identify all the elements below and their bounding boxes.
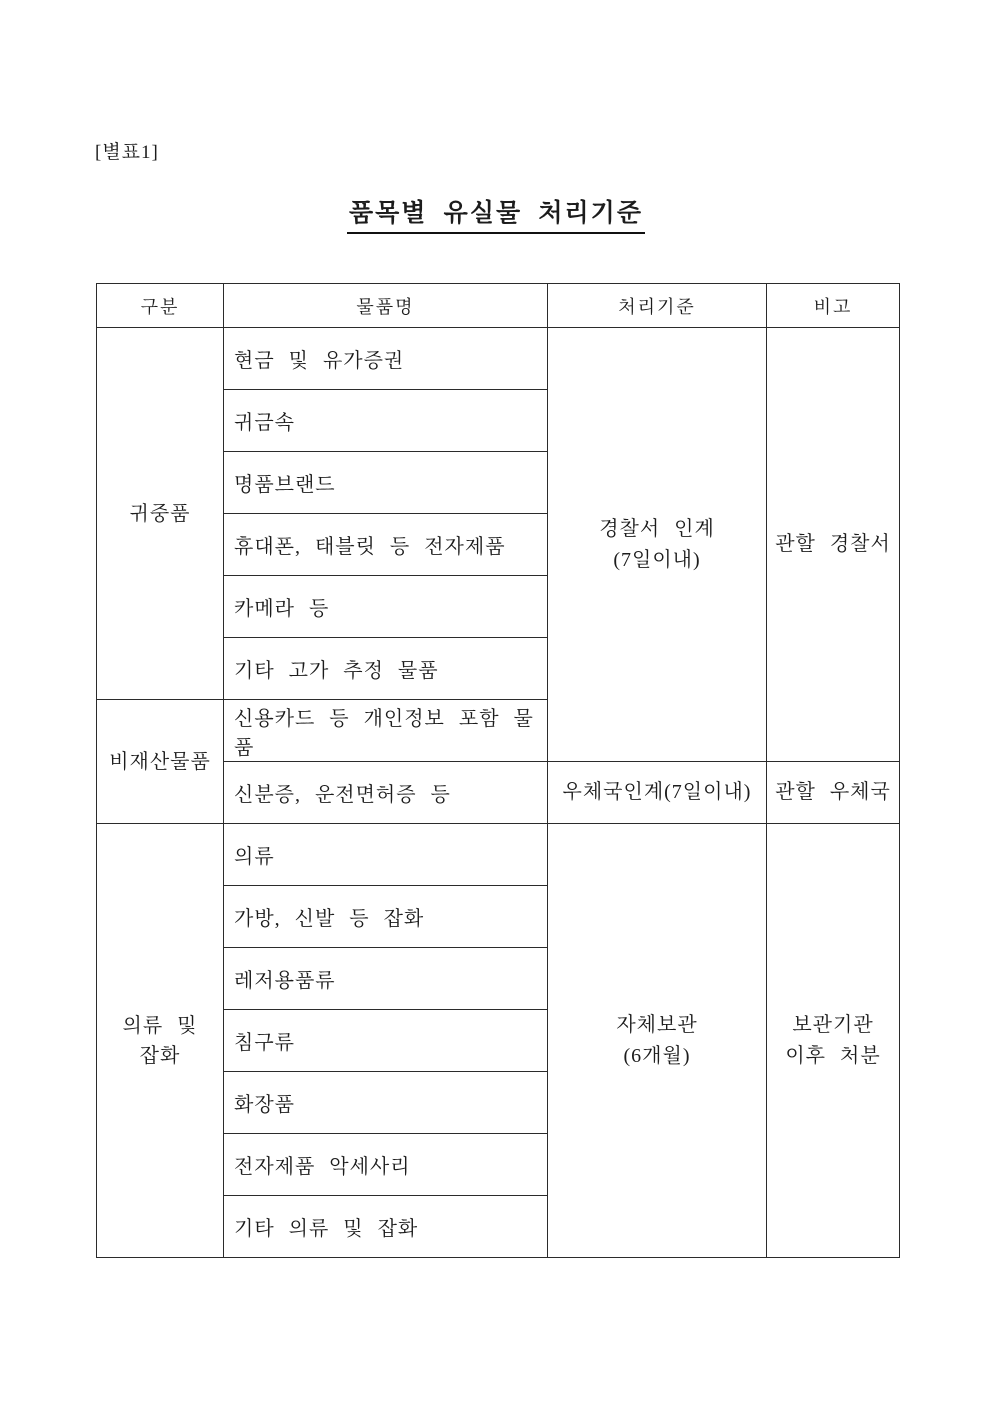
table-row — [97, 824, 900, 886]
processing-police-line2: (7일이내) — [613, 548, 701, 571]
item-cell: 침구류 — [224, 1010, 548, 1072]
note-cell-self-storage — [767, 824, 900, 1258]
item-cell: 신분증, 운전면허증 등 — [224, 762, 548, 824]
note-cell-police: 관할 경찰서 — [767, 328, 900, 762]
title-row — [0, 193, 992, 234]
item-cell: 현금 및 유가증권 — [224, 328, 548, 390]
category-cell-valuables: 귀중품 — [97, 328, 224, 700]
table-header-row — [97, 284, 900, 328]
item-cell: 귀금속 — [224, 390, 548, 452]
note-self-storage-line2: 이후 처분 — [785, 1044, 881, 1067]
header-item-name: 물품명 — [224, 284, 548, 328]
page-title: 품목별 유실물 처리기준 — [347, 193, 645, 234]
lost-items-table — [96, 283, 900, 1258]
processing-cell-police — [548, 328, 767, 762]
item-cell: 기타 의류 및 잡화 — [224, 1196, 548, 1258]
category-clothing-line1: 의류 및 — [122, 1014, 198, 1037]
header-note: 비고 — [767, 284, 900, 328]
annex-label: [별표1] — [95, 142, 159, 163]
item-cell: 명품브랜드 — [224, 452, 548, 514]
item-cell: 카메라 등 — [224, 576, 548, 638]
item-cell: 레저용품류 — [224, 948, 548, 1010]
item-cell: 화장품 — [224, 1072, 548, 1134]
processing-police-line1: 경찰서 인계 — [599, 517, 715, 540]
header-category: 구분 — [97, 284, 224, 328]
item-cell: 휴대폰, 태블릿 등 전자제품 — [224, 514, 548, 576]
processing-self-storage-line2: (6개월) — [623, 1044, 691, 1067]
header-standard: 처리기준 — [548, 284, 767, 328]
note-self-storage-line1: 보관기관 — [792, 1013, 874, 1036]
item-cell: 의류 — [224, 824, 548, 886]
processing-cell-post-office: 우체국인계(7일이내) — [548, 762, 767, 824]
item-cell: 기타 고가 추정 물품 — [224, 638, 548, 700]
note-cell-post-office: 관할 우체국 — [767, 762, 900, 824]
processing-cell-self-storage — [548, 824, 767, 1258]
item-cell: 전자제품 악세사리 — [224, 1134, 548, 1196]
category-cell-non-property: 비재산물품 — [97, 700, 224, 824]
processing-self-storage-line1: 자체보관 — [616, 1013, 698, 1036]
category-cell-clothing-misc — [97, 824, 224, 1258]
item-cell: 가방, 신발 등 잡화 — [224, 886, 548, 948]
table-row — [97, 328, 900, 390]
category-clothing-line2: 잡화 — [139, 1044, 181, 1067]
item-cell: 신용카드 등 개인정보 포함 물품 — [224, 700, 548, 762]
